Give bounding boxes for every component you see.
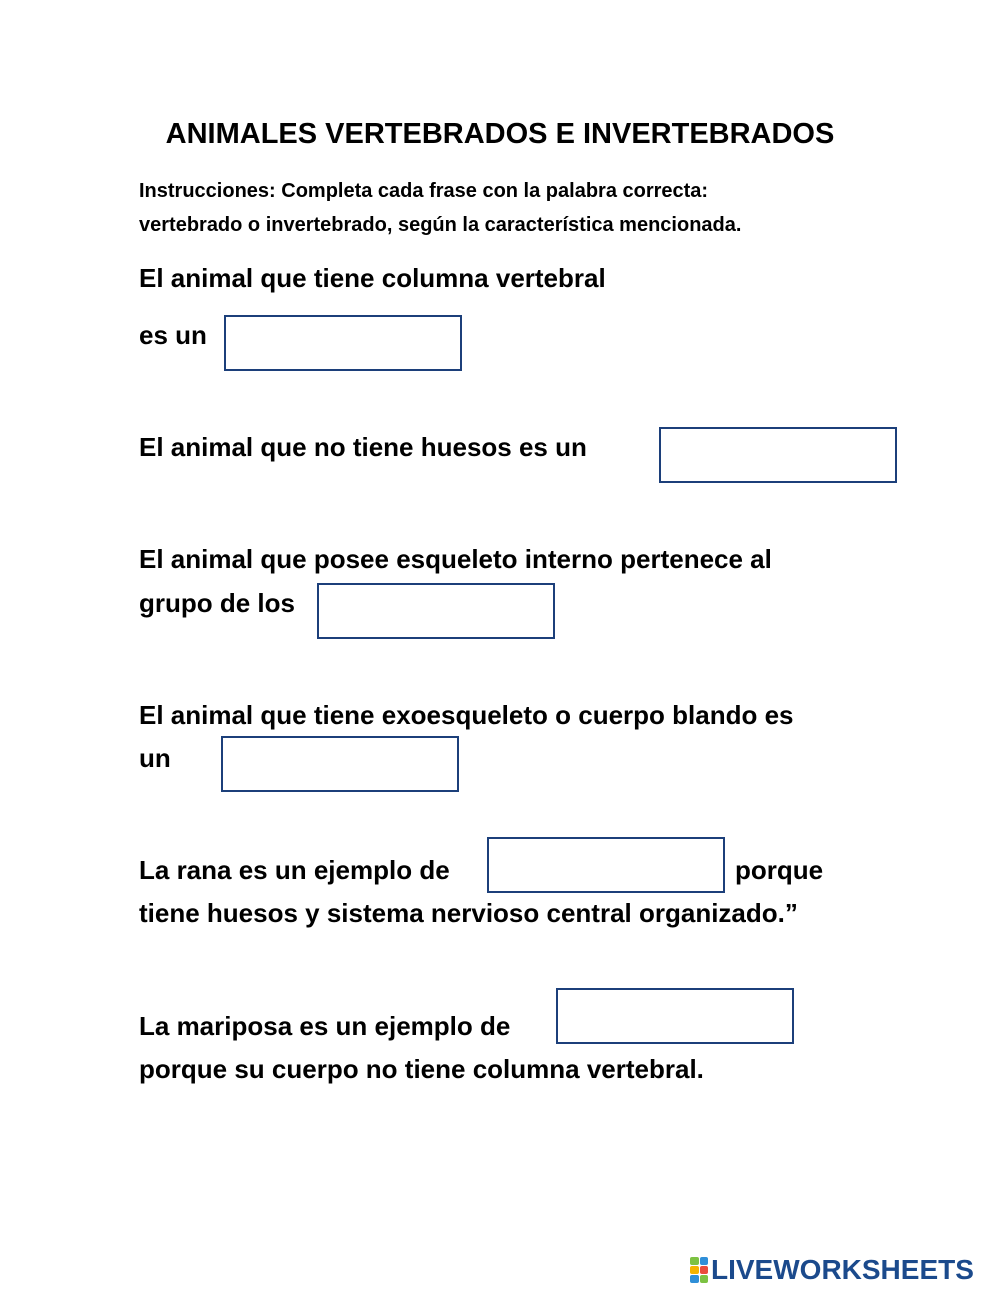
question-6-text: La mariposa es un ejemplo de [139, 1011, 511, 1041]
question-6-text-line2: porque su cuerpo no tiene columna vertebral. [139, 1054, 704, 1084]
question-1-text: El animal que tiene columna vertebral [139, 263, 606, 293]
answer-box-2[interactable] [659, 427, 897, 483]
liveworksheets-logo [690, 1254, 974, 1286]
question-2-text: El animal que no tiene huesos es un [139, 432, 587, 462]
answer-box-3[interactable] [317, 583, 555, 639]
question-4-text-line2: un [139, 743, 171, 773]
answer-box-4[interactable] [221, 736, 459, 792]
question-5-text-line2: tiene huesos y sistema nervioso central organizado.” [139, 898, 798, 928]
worksheet-title: ANIMALES VERTEBRADOS E INVERTEBRADOS [165, 118, 835, 150]
question-4-text: El animal que tiene exoesqueleto o cuerpo blando es [139, 700, 794, 730]
question-5-text-after: porque [735, 855, 824, 885]
instructions-line-2: vertebrado o invertebrado, según la característica mencionada. [139, 214, 742, 236]
question-3-text-line2: grupo de los [139, 588, 295, 618]
question-3-text: El animal que posee esqueleto interno pertenece al [139, 544, 772, 574]
instructions-line-1: Instrucciones: Completa cada frase con la palabra correcta: [139, 180, 709, 202]
question-1-text-line2: es un [139, 320, 207, 350]
liveworksheets-logo-icon [690, 1257, 708, 1283]
answer-box-5[interactable] [487, 837, 725, 893]
answer-box-1[interactable] [224, 315, 462, 371]
answer-box-6[interactable] [556, 988, 794, 1044]
liveworksheets-logo-text: LIVEWORKSHEETS [711, 1254, 974, 1285]
question-5-text: La rana es un ejemplo de [139, 855, 450, 885]
